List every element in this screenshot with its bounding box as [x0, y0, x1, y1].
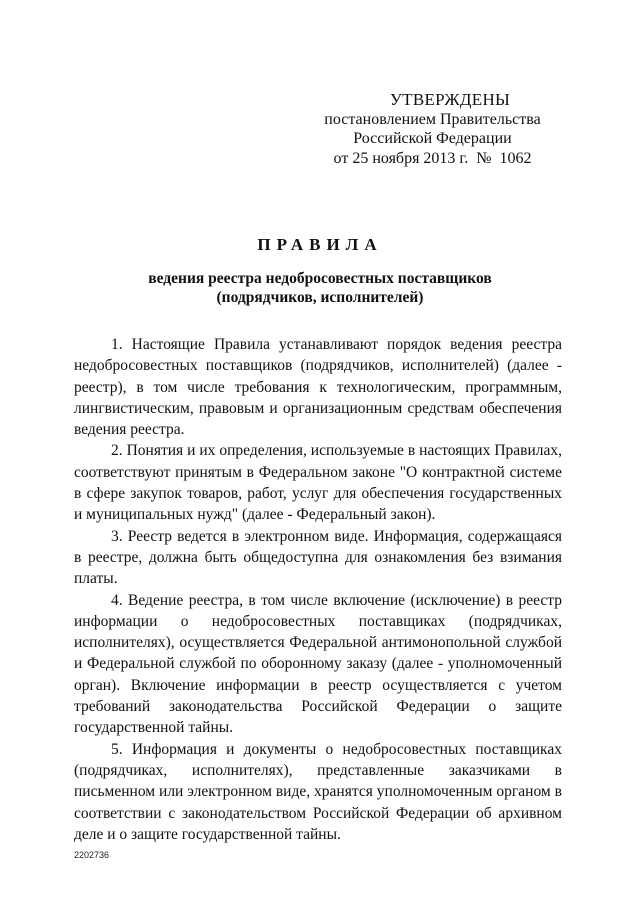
approval-stamp: УТВЕРЖДЕНЫ: [389, 90, 511, 109]
approval-block: [300, 90, 565, 168]
paragraph-3: 3. Реестр ведется в электронном виде. Информация, содержащаяся в реестре, должна быть общедоступна для ознакомления без взимания платы.: [74, 527, 562, 588]
paragraph-5: 5. Информация и документы о недобросовестных поставщиках (подрядчиках, исполнителях), представленные заказчиками в письменном или электронном виде, хранятся уполномоченным органом в соответствии с законодательством Российской Федерации об архивном деле и о защите государственной тайны.: [74, 740, 562, 843]
document-subtitle-line-2: (подрядчиков, исполнителей): [216, 289, 424, 306]
paragraph-4: 4. Ведение реестра, в том числе включение (исключение) в реестр информации о недобросовестных поставщиках (подрядчиках, исполнителях), осуществляется Федеральной антимонопольной службой и Федеральной службой по оборонному заказу (далее - уполномоченный орган). Включение информации в реестр осуществляется с учетом требований законодательства Российской Федерации о защите государственной тайны.: [74, 591, 562, 737]
document-code: 2202736: [74, 850, 110, 860]
document-title: ПРАВИЛА: [257, 235, 383, 254]
document-body: [74, 334, 562, 845]
paragraph-2: 2. Понятия и их определения, используемые в настоящих Правилах, соответствуют принятым в Федеральном законе "О контрактной системе в сфере закупок товаров, работ, услуг для обеспечения государственных и муниципальных нужд" (далее - Федеральный закон).: [74, 442, 562, 524]
approval-line-2: Российской Федерации: [353, 130, 512, 147]
title-block: [60, 235, 580, 307]
paragraph-1: 1. Настоящие Правила устанавливают порядок ведения реестра недобросовестных поставщиков (подрядчиков, исполнителей) (далее - реестр), в том числе требования к технологическим, программным, лингвистическим, правовым и организационным средствам обеспечения ведения реестра.: [74, 336, 562, 439]
approval-date-number: от 25 ноября 2013 г. № 1062: [333, 149, 532, 167]
approval-line-1: постановлением Правительства: [324, 110, 541, 128]
document-subtitle-line-1: ведения реестра недобросовестных поставщиков: [148, 270, 492, 287]
